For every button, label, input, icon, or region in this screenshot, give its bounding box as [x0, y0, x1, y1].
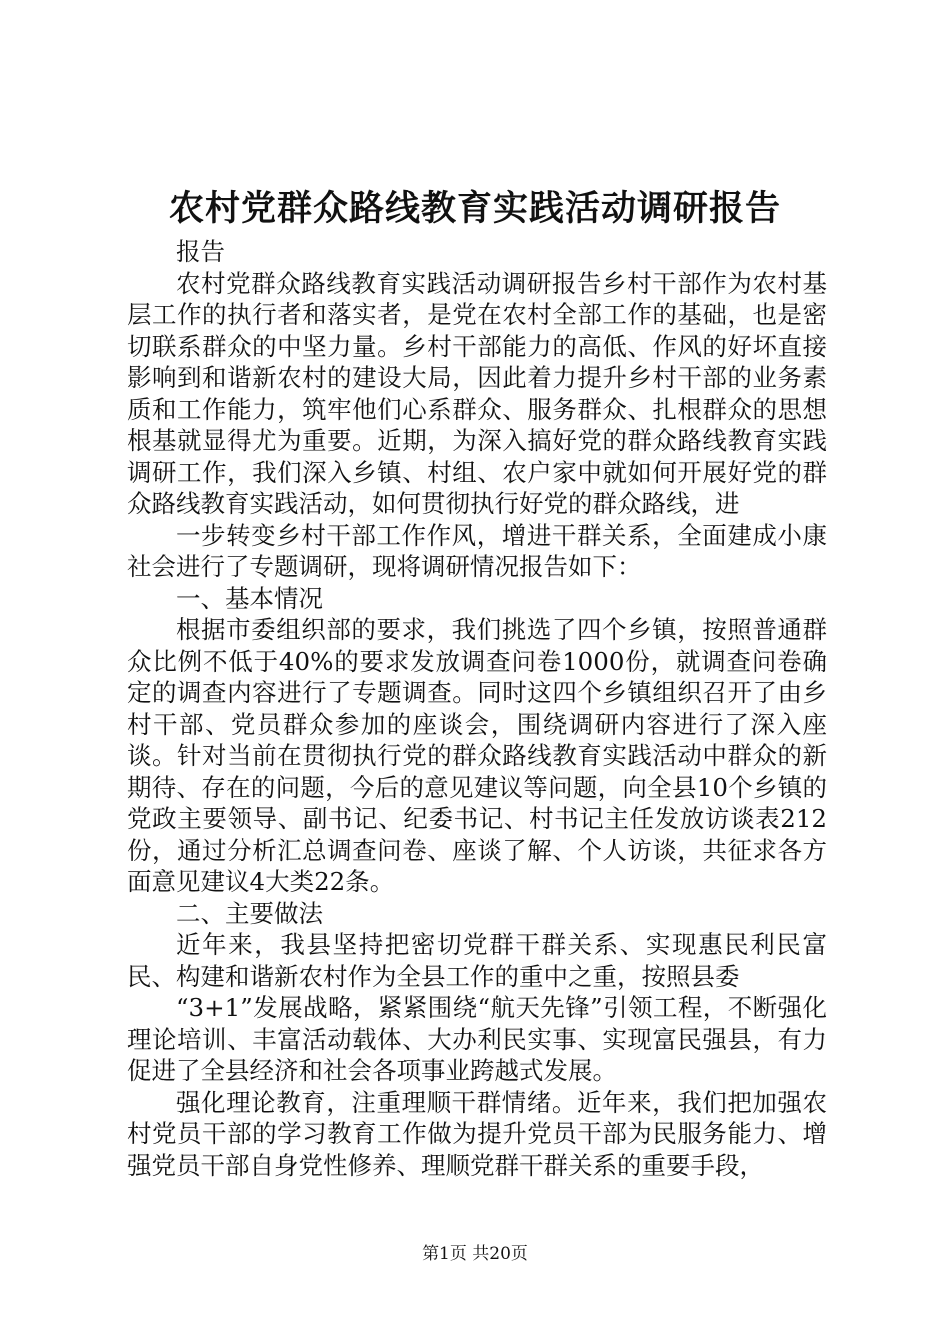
paragraph: 报告	[176, 237, 225, 266]
page-number: 第1页 共20页	[422, 1244, 528, 1264]
paragraph: 近年来，我县坚持把密切党群干群关系、实现惠民利民富民、构建和谐新农村作为全县工作的重中之重，按照县委	[127, 930, 827, 991]
paragraph: 一步转变乡村干部工作作风，增进干群关系，全面建成小康社会进行了专题调研，现将调研情况报告如下：	[127, 520, 827, 581]
document-title: 农村党群众路线教育实践活动调研报告	[168, 188, 781, 229]
document-body	[127, 236, 827, 1181]
section-heading: 一、基本情况	[176, 583, 323, 613]
paragraph: 强化理论教育，注重理顺干群情绪。近年来，我们把加强农村党员干部的学习教育工作做为提升党员干部为民服务能力、增强党员干部自身党性修养、理顺党群干群关系的重要手段，	[127, 1087, 827, 1180]
paragraph: “3+1”发展战略，紧紧围绕“航天先锋”引领工程，不断强化理论培训、丰富活动载体、大办利民实事、实现富民强县，有力促进了全县经济和社会各项事业跨越式发展。	[127, 993, 827, 1085]
paragraph: 根据市委组织部的要求，我们挑选了四个乡镇，按照普通群众比例不低于40%的要求发放调查问卷1000份，就调查问卷确定的调查内容进行了专题调查。同时这四个乡镇组织召开了由乡村干部、党员群众参加的座谈会，围绕调研内容进行了深入座谈。针对当前在贯彻执行党的群众路线教育实践活动中群众的新期待、存在的问题，今后的意见建议等问题，向全县10个乡镇的党政主要领导、副书记、纪委书记、村书记主任发放访谈表212份，通过分析汇总调查问卷、座谈了解、个人访谈，共征求各方面意见建议4大类22条。	[127, 615, 827, 896]
section-heading: 二、主要做法	[176, 898, 323, 928]
paragraph: 农村党群众路线教育实践活动调研报告乡村干部作为农村基层工作的执行者和落实者，是党在农村全部工作的基础，也是密切联系群众的中坚力量。乡村干部能力的高低、作风的好坏直接影响到和谐新农村的建设大局，因此着力提升乡村干部的业务素质和工作能力，筑牢他们心系群众、服务群众、扎根群众的思想根基就显得尤为重要。近期，为深入搞好党的群众路线教育实践调研工作，我们深入乡镇、村组、农户家中就如何开展好党的群众路线教育实践活动，如何贯彻执行好党的群众路线，进	[127, 268, 827, 518]
